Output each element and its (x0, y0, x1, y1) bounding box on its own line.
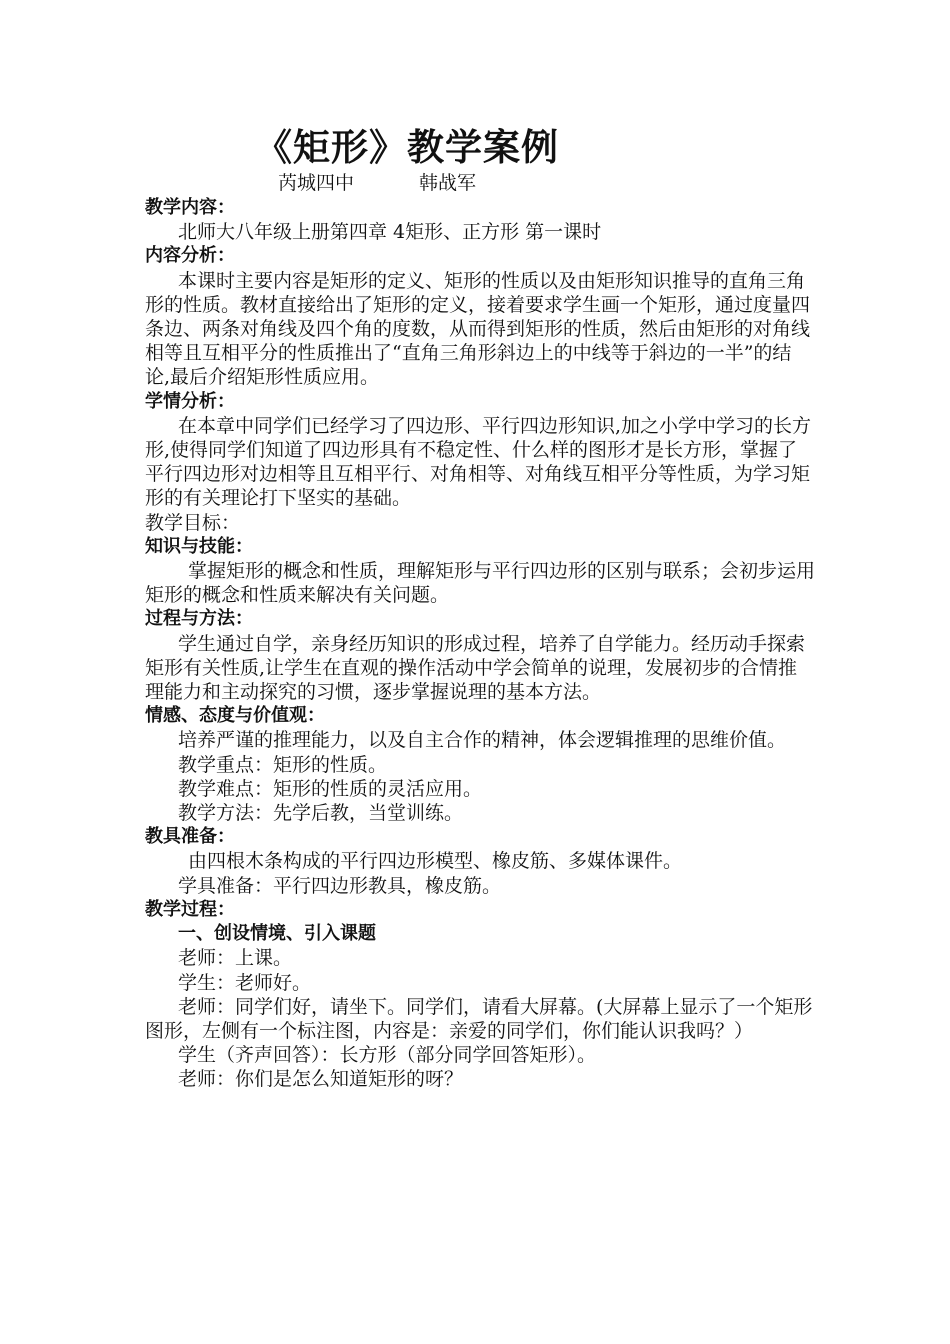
knowledge-text: 掌握矩形的概念和性质，理解矩形与平行四边形的区别与联系；会初步运用矩形的概念和性质来解决有关问题。 (145, 560, 816, 607)
document-body (145, 124, 815, 1092)
author-name: 韩战军 (419, 172, 477, 194)
document-title: 《矩形》教学案例 (255, 125, 559, 169)
analysis-heading: 内容分析： (145, 245, 235, 267)
teaching-method: 教学方法：先学后教，当堂训练。 (178, 802, 464, 825)
dialogue-line: 老师：上课。 (178, 947, 293, 970)
procedure-heading: 教学过程： (145, 898, 235, 920)
tools-text: 由四根木条构成的平行四边形模型、橡皮筋、多媒体课件。 (188, 850, 683, 873)
key-point: 教学重点：矩形的性质。 (178, 753, 388, 776)
content-text: 北师大八年级上册第四章 4矩形、正方形 第一课时 (178, 221, 602, 244)
students-heading: 学情分析： (145, 390, 235, 412)
difficulty: 教学难点：矩形的性质的灵活应用。 (178, 777, 483, 800)
step1-heading: 一、创设情境、引入课题 (178, 923, 376, 945)
dialogue-line: 学生：老师好。 (178, 971, 312, 994)
students-text: 在本章中同学们已经学习了四边形、平行四边形知识,加之小学中学习的长方形,使得同学们知道了四边形具有不稳定性、什么样的图形才是长方形，掌握了平行四边形对边相等且互相平行、对角相等、对角线互相平分等性质，为学习矩形的有关理论打下坚实的基础。 (145, 414, 812, 510)
student-tools: 学具准备：平行四边形教具，橡皮筋。 (178, 874, 502, 897)
dialogue-line: 老师：同学们好，请坐下。同学们，请看大屏幕。(大屏幕上显示了一个矩形图形，左侧有一个标注图，内容是：亲爱的同学们，你们能认识我吗？） (145, 995, 813, 1042)
dialogue-line: 老师：你们是怎么知道矩形的呀？ (178, 1068, 464, 1091)
knowledge-heading: 知识与技能： (145, 535, 253, 557)
tools-heading: 教具准备： (145, 826, 235, 848)
process-heading: 过程与方法： (145, 608, 253, 630)
goals-label: 教学目标： (145, 511, 241, 534)
school-name: 芮城四中 (278, 172, 355, 194)
attitude-heading: 情感、态度与价值观： (145, 705, 325, 727)
attitude-text: 培养严谨的推理能力，以及自主合作的精神，体会逻辑推理的思维价值。 (178, 729, 787, 752)
dialogue-line: 学生（齐声回答）：长方形（部分同学回答矩形）。 (178, 1044, 597, 1067)
analysis-text: 本课时主要内容是矩形的定义、矩形的性质以及由矩形知识推导的直角三角形的性质。教材直接给出了矩形的定义，接着要求学生画一个矩形，通过度量四条边、两条对角线及四个角的度数，从而得到矩形的性质，然后由矩形的对角线相等且互相平分的性质推出了“直角三角形斜边上的中线等于斜边的一半”的结论,最后介绍矩形性质应用。 (145, 269, 811, 389)
process-text: 学生通过自学，亲身经历知识的形成过程，培养了自学能力。经历动手探索矩形有关性质,让学生在直观的操作活动中学会简单的说理，发展初步的合情推理能力和主动探究的习惯，逐步掌握说理的基本方法。 (145, 632, 806, 704)
byline (145, 170, 815, 196)
content-heading: 教学内容： (145, 197, 235, 218)
